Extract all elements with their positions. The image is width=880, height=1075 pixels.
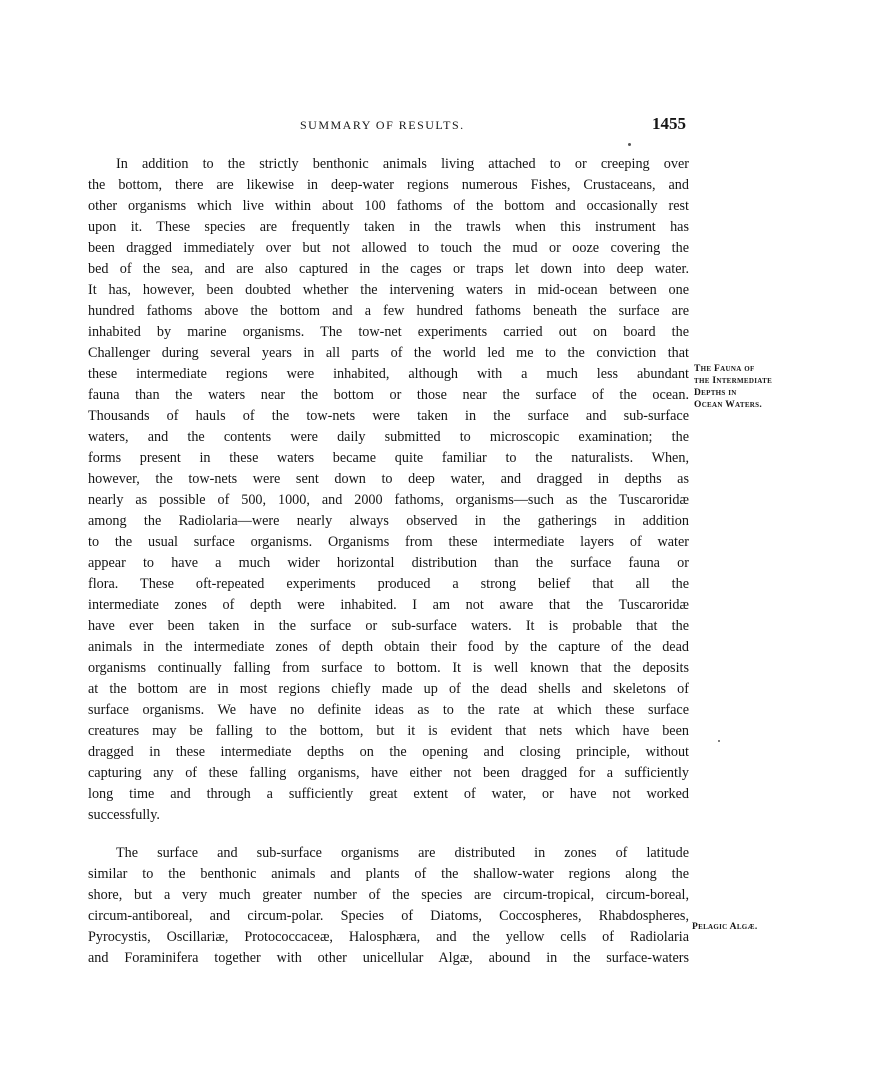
- margin-note-line: Ocean Waters.: [694, 400, 763, 410]
- text-line: among the Radiolaria—were nearly always observed in the gatherings in addition: [88, 513, 689, 529]
- text-line: these intermediate regions were inhabited, although with a much less abundant: [88, 366, 689, 382]
- text-line: Thousands of hauls of the tow-nets were taken in the surface and sub-surface: [88, 408, 689, 424]
- text-line: In addition to the strictly benthonic animals living attached to or creeping over: [116, 156, 689, 172]
- text-line: It has, however, been doubted whether the intervening waters in mid-ocean between one: [88, 282, 689, 298]
- text-line: upon it. These species are frequently taken in the trawls when this instrument has: [88, 219, 689, 235]
- text-line: dragged in these intermediate depths on the opening and closing principle, without: [88, 744, 689, 760]
- text-line: circum-antiboreal, and circum-polar. Species of Diatoms, Coccospheres, Rhabdospheres,: [88, 908, 689, 924]
- text-line: nearly as possible of 500, 1000, and 2000 fathoms, organisms—such as the Tuscaroridæ: [88, 492, 689, 508]
- margin-note-line: The Fauna of: [694, 364, 755, 374]
- text-line: shore, but a very much greater number of the species are circum-tropical, circum-boreal,: [88, 887, 689, 903]
- text-line: forms present in these waters became quite familiar to the naturalists. When,: [88, 450, 689, 466]
- text-line: however, the tow-nets were sent down to deep water, and dragged in depths as: [88, 471, 689, 487]
- text-line: creatures may be falling to the bottom, but it is evident that nets which have been: [88, 723, 689, 739]
- text-line: other organisms which live within about 100 fathoms of the bottom and occasionally rest: [88, 198, 689, 214]
- running-head: SUMMARY OF RESULTS.: [300, 118, 465, 132]
- text-line: appear to have a much wider horizontal distribution than the surface fauna or: [88, 555, 689, 571]
- text-line: The surface and sub-surface organisms are distributed in zones of latitude: [116, 845, 689, 861]
- margin-note-line: the Intermediate: [694, 376, 773, 386]
- text-line: capturing any of these falling organisms, have either not been dragged for a sufficiently: [88, 765, 689, 781]
- text-line: similar to the benthonic animals and plants of the shallow-water regions along the: [88, 866, 689, 882]
- text-line: and Foraminifera together with other unicellular Algæ, abound in the surface-waters: [88, 950, 689, 966]
- page-number: 1455: [652, 114, 686, 133]
- ink-speck: [718, 740, 720, 742]
- text-line: waters, and the contents were daily submitted to microscopic examination; the: [88, 429, 689, 445]
- text-line: Pyrocystis, Oscillariæ, Protococcaceæ, Halosphæra, and the yellow cells of Radiolaria: [88, 929, 689, 945]
- margin-note-line: Depths in: [694, 388, 737, 398]
- margin-note-line: Pelagic Algæ.: [692, 922, 758, 932]
- margin-note-pelagic-algae: [692, 921, 758, 933]
- text-line: bed of the sea, and are also captured in the cages or traps let down into deep water.: [88, 261, 689, 277]
- text-line: hundred fathoms above the bottom and a few hundred fathoms beneath the surface are: [88, 303, 689, 319]
- text-line: animals in the intermediate zones of depth obtain their food by the capture of the dead: [88, 639, 689, 655]
- text-line: fauna than the waters near the bottom or those near the surface of the ocean.: [88, 387, 689, 403]
- text-line: intermediate zones of depth were inhabited. I am not aware that the Tuscaroridæ: [88, 597, 689, 613]
- text-line: long time and through a sufficiently great extent of water, or have not worked: [88, 786, 689, 802]
- text-line: the bottom, there are likewise in deep-water regions numerous Fishes, Crustaceans, and: [88, 177, 689, 193]
- text-line: Challenger during several years in all parts of the world led me to the conviction that: [88, 345, 689, 361]
- text-line: organisms continually falling from surface to bottom. It is well known that the deposits: [88, 660, 689, 676]
- text-line: have ever been taken in the surface or sub-surface waters. It is probable that the: [88, 618, 689, 634]
- text-line: inhabited by marine organisms. The tow-net experiments carried out on board the: [88, 324, 689, 340]
- ink-speck: [628, 143, 631, 146]
- margin-note-fauna-intermediate-depths: [694, 363, 772, 411]
- text-line: surface organisms. We have no definite ideas as to the rate at which these surface: [88, 702, 689, 718]
- text-line: flora. These oft-repeated experiments produced a strong belief that all the: [88, 576, 689, 592]
- text-line: successfully.: [88, 807, 160, 823]
- text-line: been dragged immediately over but not allowed to touch the mud or ooze covering the: [88, 240, 689, 256]
- text-line: at the bottom are in most regions chiefly made up of the dead shells and skeletons of: [88, 681, 689, 697]
- text-line: to the usual surface organisms. Organisms from these intermediate layers of water: [88, 534, 689, 550]
